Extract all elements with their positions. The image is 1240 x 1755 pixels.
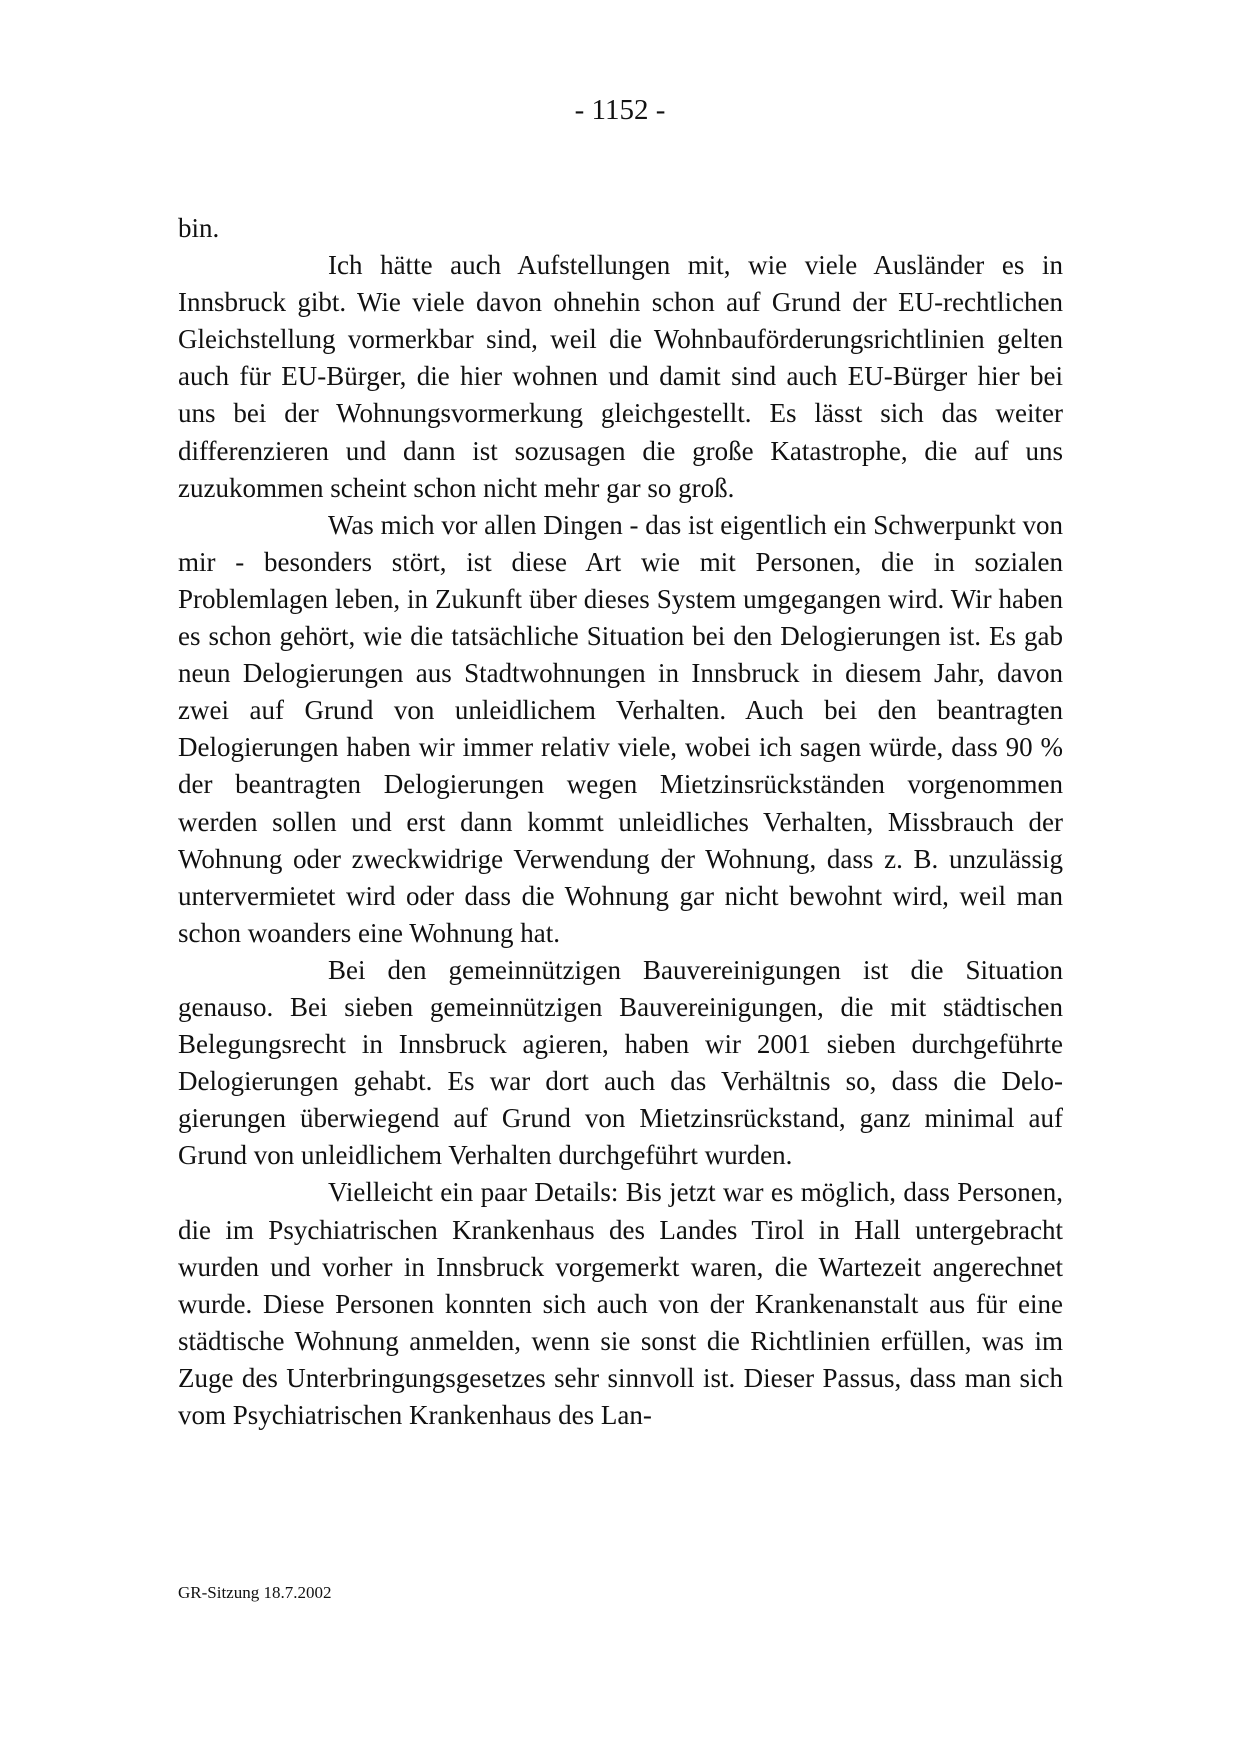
page-number: - 1152 - — [574, 94, 666, 126]
paragraph: bin. — [178, 213, 220, 243]
paragraph: Ich hätte auch Aufstellungen mit, wie viele Ausländer es in Innsbruck gibt. Wie viele davon ohnehin schon auf Grund der EU-rechtlichen Gleichstellung vormerkbar sind, weil die Wohnbauförderungsrichtlinien gelten auch für EU-Bürger, die hier wohnen und damit sind auch EU-Bürger hier bei uns bei der Wohnungsvormerkung gleichgestellt. Es lässt sich das weiter differenzieren und dann ist sozusagen die große Katastrophe, die auf uns zuzukommen scheint schon nicht mehr gar so groß. — [178, 250, 1063, 503]
paragraph: Bei den gemeinnützigen Bauvereinigungen ist die Situation genauso. Bei sieben gemeinnützigen Bauvereinigungen, die mit städtischen Belegungsrecht in Innsbruck agieren, haben wir 2001 sieben durchgeführte Delogierungen gehabt. Es war dort auch das Verhältnis so, dass die Delogierungen überwiegend auf Grund von Mietzinsrückstand, ganz minimal auf Grund von unleidlichem Verhalten durchgeführt wurden. — [178, 954, 1063, 1171]
body-text — [178, 210, 1063, 1434]
footer-session-date: GR-Sitzung 18.7.2002 — [178, 1583, 332, 1602]
paragraph: Vielleicht ein paar Details: Bis jetzt war es möglich, dass Personen, die im Psychiatrischen Krankenhaus des Landes Tirol in Hall untergebracht wurden und vorher in Innsbruck vorgemerkt waren, die Wartezeit angerechnet wurde. Diese Personen konnten sich auch von der Krankenanstalt aus für eine städtische Wohnung anmelden, wenn sie sonst die Richtlinien erfüllen, was im Zuge des Unterbringungsgesetzes sehr sinnvoll ist. Dieser Passus, dass man sich vom Psychiatrischen Krankenhaus des Lan- — [178, 1177, 1063, 1430]
paragraph: Was mich vor allen Dingen - das ist eigentlich ein Schwerpunkt von mir - besonders stört, ist diese Art wie mit Personen, die in sozialen Problemlagen leben, in Zukunft über dieses System umgegangen wird. Wir haben es schon gehört, wie die tatsächliche Situation bei den Delogierungen ist. Es gab neun Delogierungen aus Stadtwohnungen in Innsbruck in diesem Jahr, davon zwei auf Grund von unleidlichem Verhalten. Auch bei den beantragten Delogierungen haben wir immer relativ viele, wobei ich sagen würde, dass 90 % der beantragten Delogierungen wegen Mietzinsrückständen vorgenommen werden sollen und erst dann kommt unleidliches Verhalten, Missbrauch der Wohnung oder zweckwidrige Verwendung der Wohnung, dass z. B. unzulässig untervermietet wird oder dass die Wohnung gar nicht bewohnt wird, weil man schon woanders eine Wohnung hat. — [178, 509, 1063, 948]
